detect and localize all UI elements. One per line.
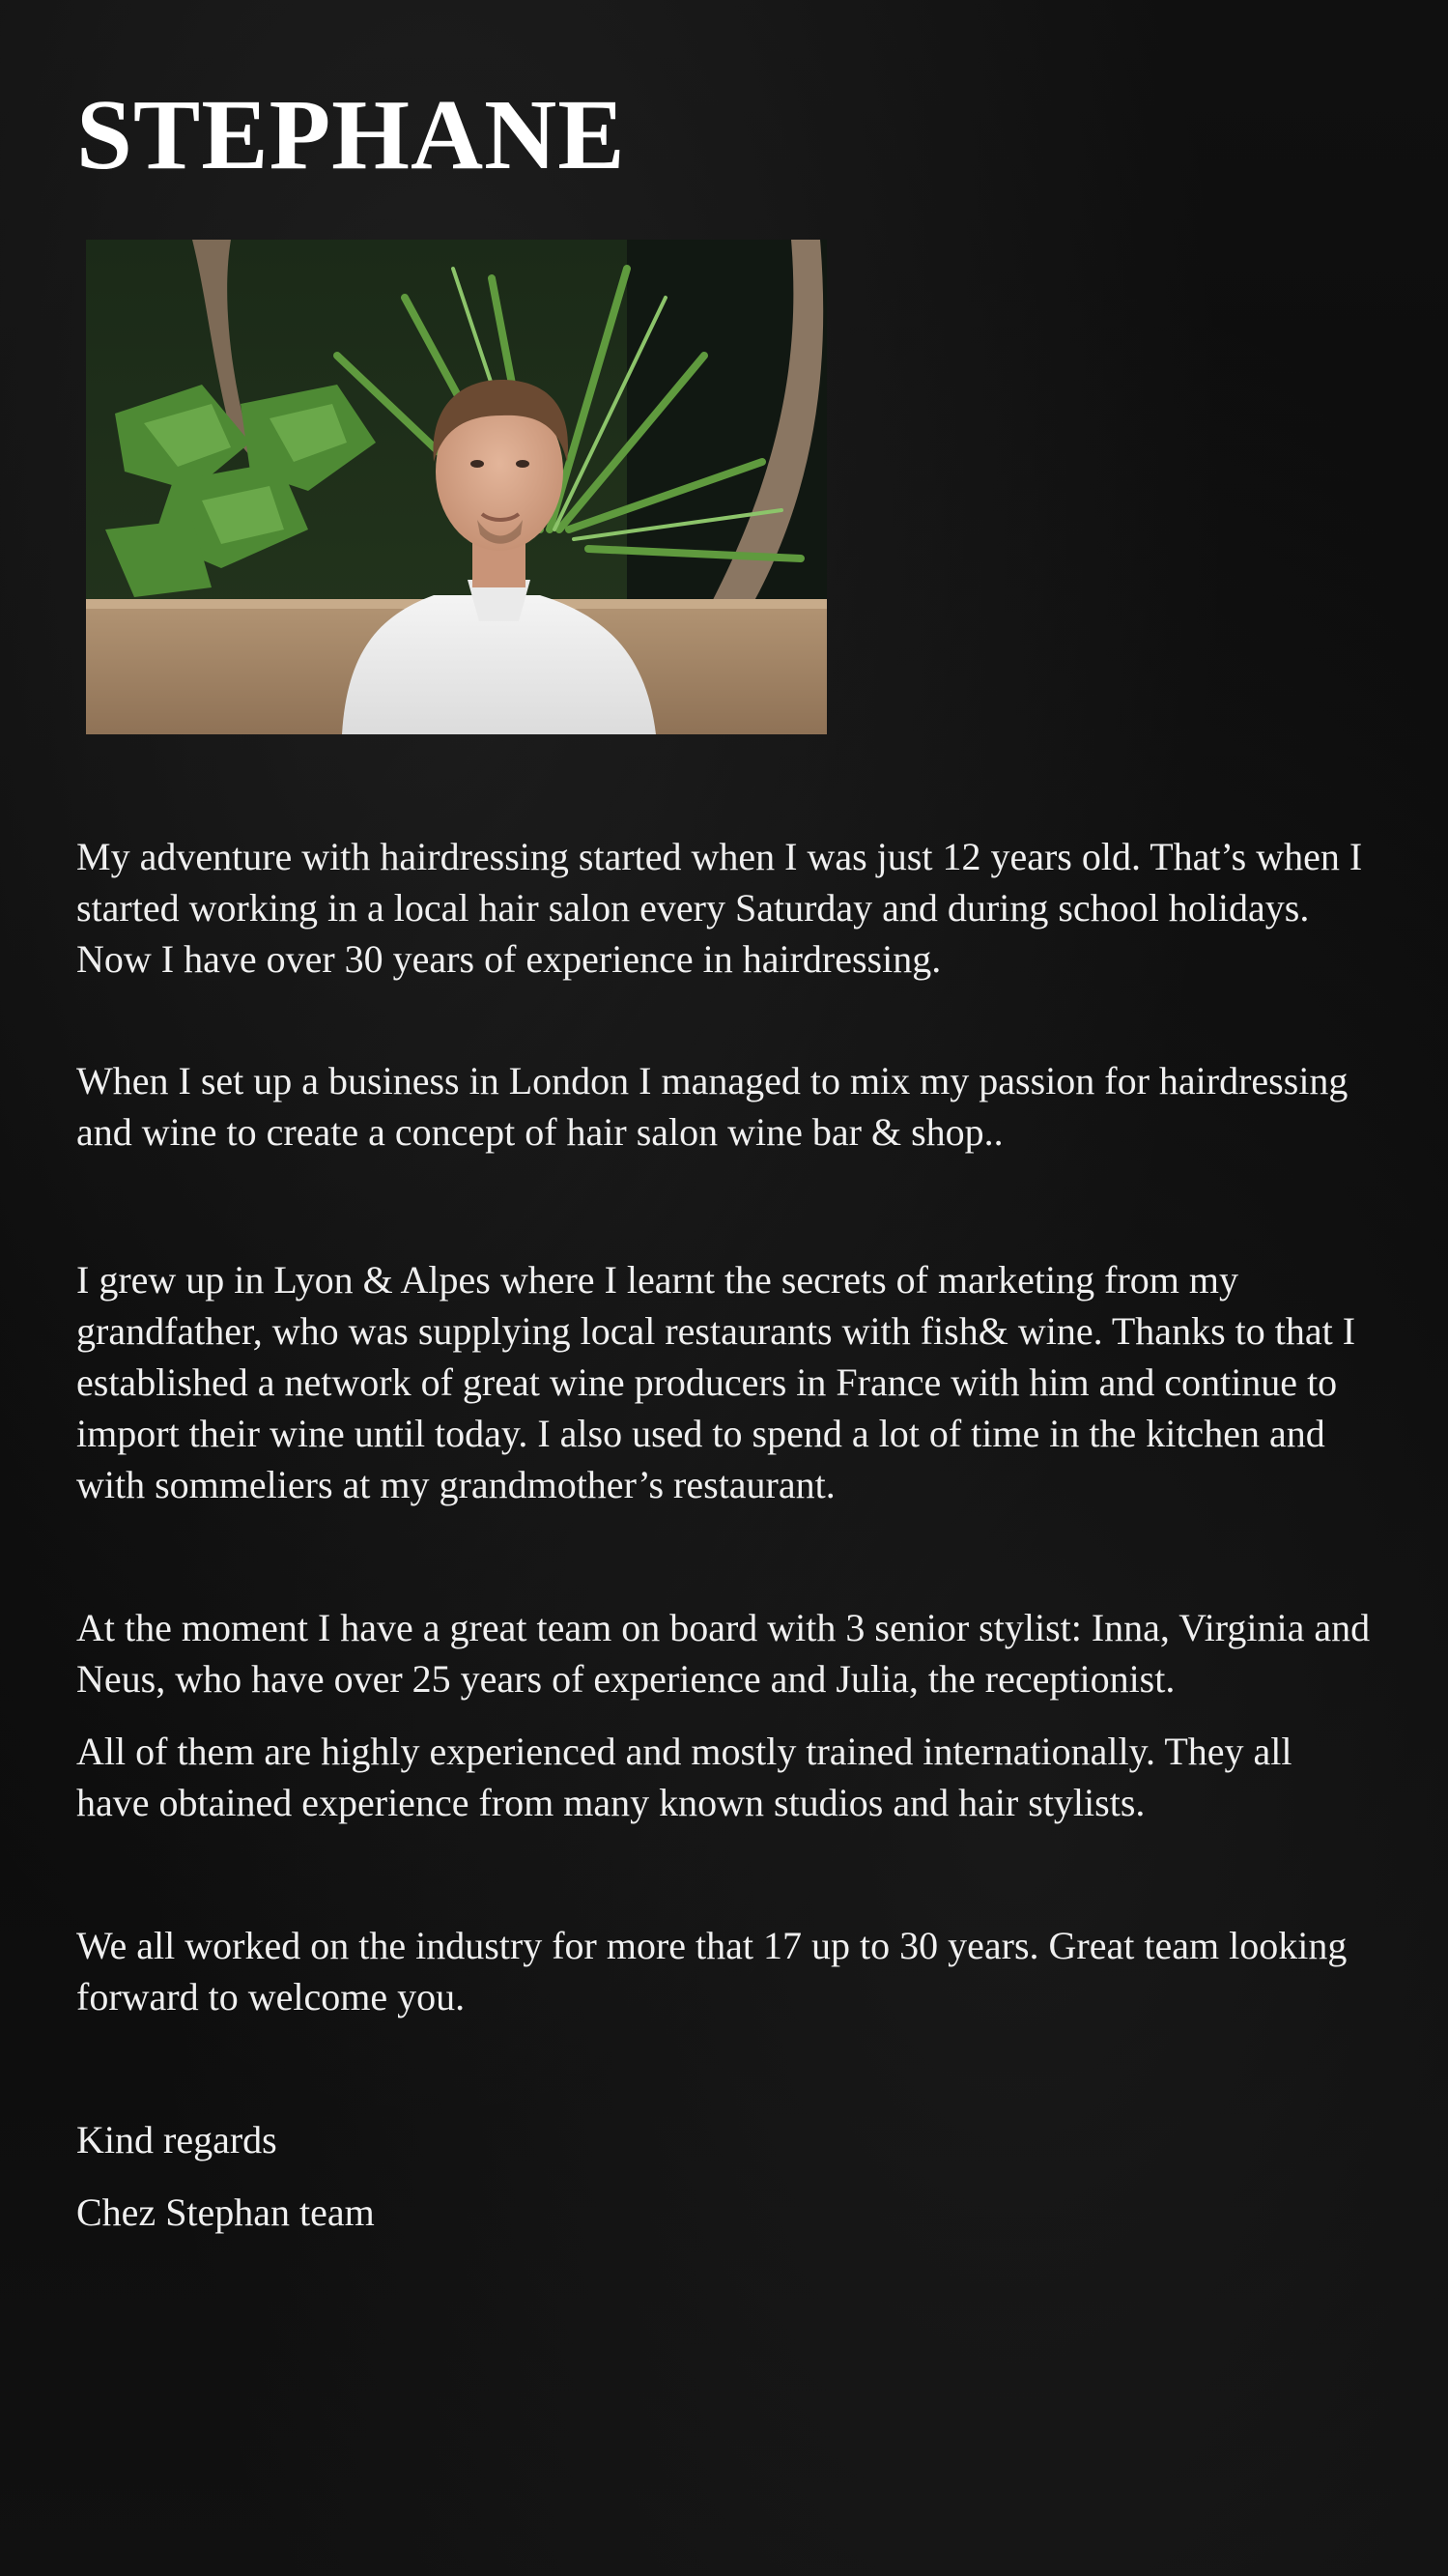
bio-paragraph-5: All of them are highly experienced and mostly trained internationally. They all have obtained experience from many known studios and hair stylists.: [76, 1730, 1292, 1824]
bio-content: [76, 831, 1371, 2238]
bio-paragraph-2: When I set up a business in London I managed to mix my passion for hairdressing and wine to create a concept of hair salon wine bar & shop..: [76, 1059, 1349, 1154]
bio-paragraph-3: I grew up in Lyon & Alpes where I learnt the secrets of marketing from my grandfather, who was supplying local restaurants with fish& wine. Thanks to that I established a network of great wine producers in France with him and continue to import their wine until today. I also used to spend a lot of time in the kitchen and with sommeliers at my grandmother’s restaurant.: [76, 1258, 1356, 1506]
closing-text: Kind regards: [76, 2118, 277, 2161]
signature-text: Chez Stephan team: [76, 2190, 375, 2234]
bio-paragraph-4: At the moment I have a great team on board with 3 senior stylist: Inna, Virginia and Neus, who have over 25 years of experience and Julia, the receptionist.: [76, 1606, 1371, 1701]
bio-paragraph-1: My adventure with hairdressing started when I was just 12 years old. That’s when I started working in a local hair salon every Saturday and during school holidays. Now I have over 30 years of experience in hairdressing.: [76, 835, 1363, 981]
profile-photo: [86, 240, 827, 734]
bio-paragraph-6: We all worked on the industry for more that 17 up to 30 years. Great team looking forward to welcome you.: [76, 1924, 1348, 2018]
page-title: STEPHANE: [76, 79, 626, 190]
portrait-photo-icon: [86, 240, 827, 734]
